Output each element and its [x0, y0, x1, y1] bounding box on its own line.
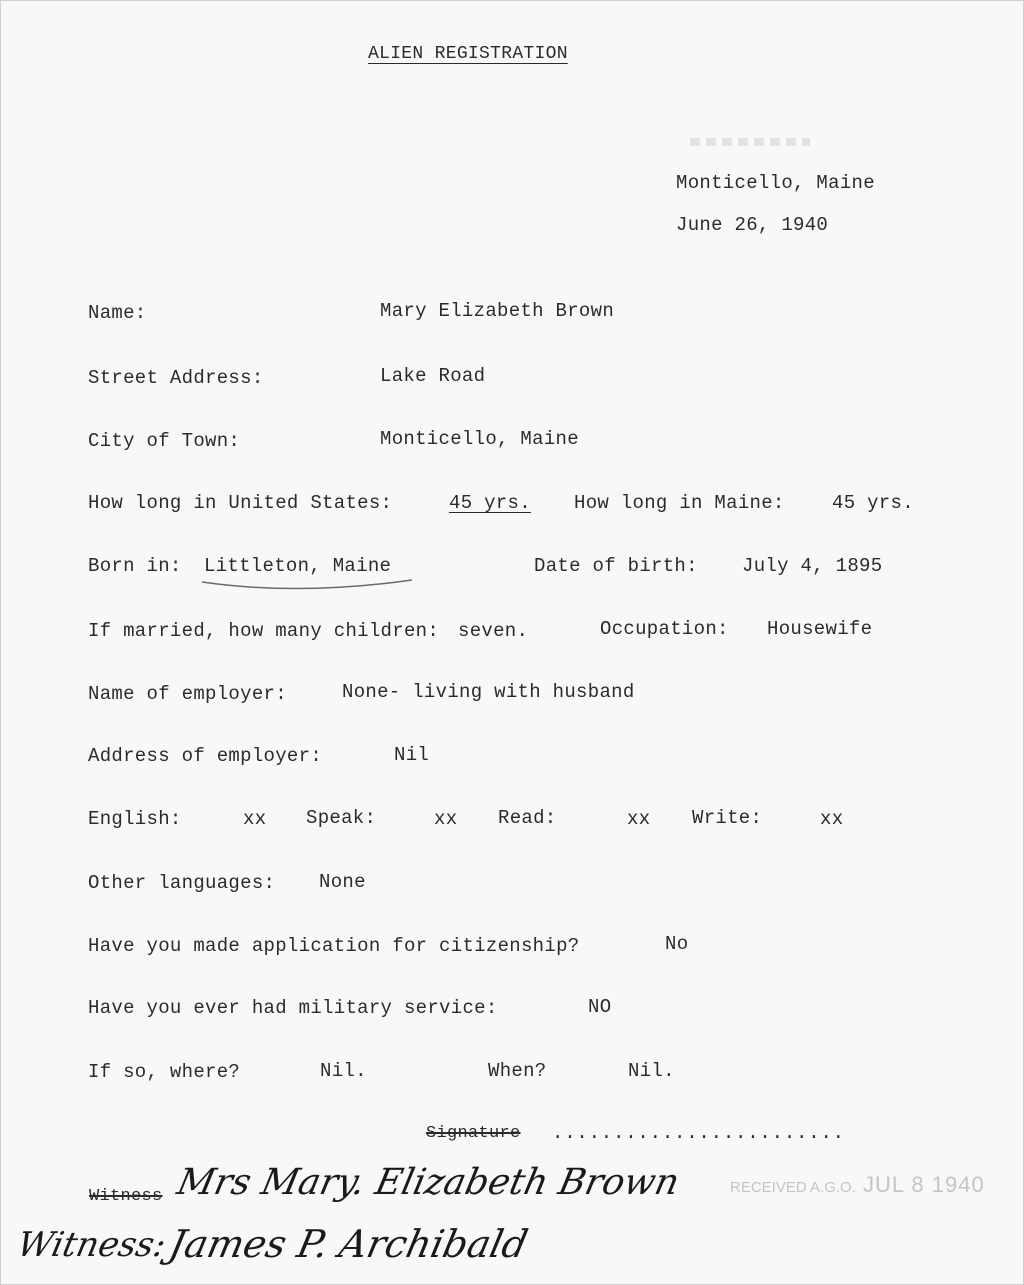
occupation-label: Occupation:	[600, 618, 729, 640]
where-label: If so, where?	[88, 1061, 241, 1083]
city-value: Monticello, Maine	[380, 428, 579, 450]
citizenship-label: Have you made application for citizenship?	[88, 935, 580, 957]
stamp-received-text: RECEIVED A.G.O.	[730, 1179, 856, 1196]
other-languages-label: Other languages:	[88, 872, 276, 894]
dob-label: Date of birth:	[534, 555, 698, 577]
witness-label: Witness	[89, 1187, 163, 1206]
pencil-underline	[200, 576, 420, 596]
write-value: xx	[820, 808, 844, 830]
name-label: Name:	[88, 302, 147, 324]
speak-value: xx	[434, 808, 458, 830]
maine-duration-label: How long in Maine:	[574, 492, 785, 514]
signature-dots: ........................	[552, 1122, 845, 1144]
maine-duration-value: 45 yrs.	[832, 492, 914, 514]
street-value: Lake Road	[380, 365, 486, 387]
date: June 26, 1940	[676, 214, 829, 236]
document-title: ALIEN REGISTRATION	[368, 44, 568, 64]
occupation-value: Housewife	[767, 618, 873, 640]
received-stamp	[730, 1172, 985, 1198]
english-value: xx	[243, 808, 267, 830]
dob-value: July 4, 1895	[742, 555, 883, 577]
stamp-date: JUL 8 1940	[863, 1172, 985, 1197]
born-value: Littleton, Maine	[204, 555, 392, 577]
when-value: Nil.	[628, 1060, 675, 1082]
employer-label: Name of employer:	[88, 683, 287, 705]
employer-address-label: Address of employer:	[88, 745, 323, 767]
read-label: Read:	[498, 807, 557, 829]
read-value: xx	[627, 808, 651, 830]
street-label: Street Address:	[88, 367, 264, 389]
handwritten-witness-name: James P. Archibald	[165, 1222, 532, 1266]
erased-mark	[690, 138, 810, 146]
name-value: Mary Elizabeth Brown	[380, 300, 615, 322]
citizenship-value: No	[665, 933, 689, 955]
place: Monticello, Maine	[676, 172, 875, 194]
handwritten-witness-label: Witness:	[13, 1225, 170, 1265]
us-duration-value: 45 yrs.	[449, 492, 531, 514]
when-label: When?	[488, 1060, 547, 1082]
english-label: English:	[88, 808, 182, 830]
where-value: Nil.	[320, 1060, 367, 1082]
employer-address-value: Nil	[394, 744, 430, 766]
children-label: If married, how many children:	[88, 620, 440, 642]
city-label: City of Town:	[88, 430, 241, 452]
us-duration-label: How long in United States:	[88, 492, 393, 514]
employer-value: None- living with husband	[342, 681, 635, 703]
signature-label: Signature	[426, 1124, 521, 1143]
born-label: Born in:	[88, 555, 182, 577]
write-label: Write:	[692, 807, 763, 829]
other-languages-value: None	[319, 871, 366, 893]
military-label: Have you ever had military service:	[88, 997, 498, 1019]
children-value: seven.	[458, 620, 529, 642]
military-value: NO	[588, 996, 612, 1018]
speak-label: Speak:	[306, 807, 377, 829]
handwritten-signature: Mrs Mary. Elizabeth Brown	[173, 1162, 683, 1203]
